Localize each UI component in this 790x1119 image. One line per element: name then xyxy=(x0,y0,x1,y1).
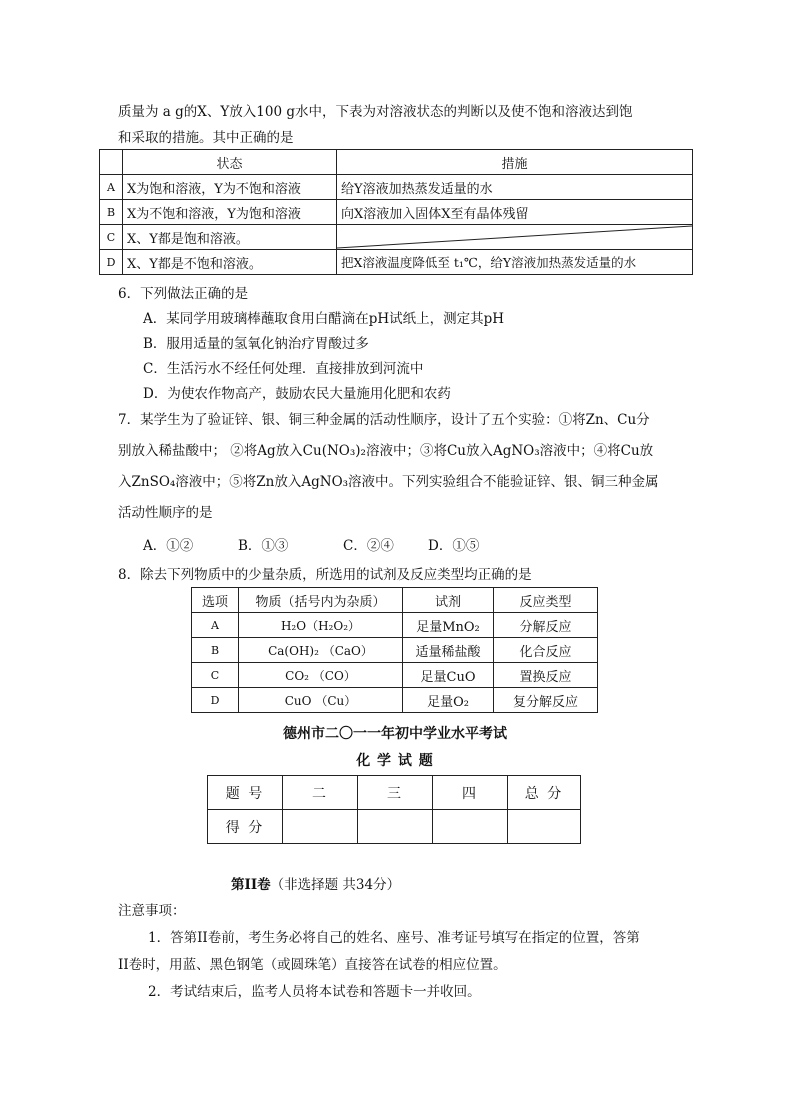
score-row-label: 得 分 xyxy=(208,810,283,844)
q7-option-b: B．①③ xyxy=(238,538,289,554)
note1-line2: II卷时，用蓝、黑色钢笔（或圆珠笔）直接答在试卷的相应位置。 xyxy=(118,957,507,973)
diagonal-line xyxy=(337,225,692,249)
score-cell[interactable] xyxy=(508,810,581,844)
part2-title-bold: 第II卷 xyxy=(231,877,271,893)
score-cell[interactable] xyxy=(433,810,508,844)
notes-label: 注意事项： xyxy=(118,903,186,919)
q7-option-a: A．①② xyxy=(143,538,194,554)
table-row xyxy=(100,225,693,250)
header-cell: 试剂 xyxy=(403,588,494,613)
reagent-cell: 足量MnO₂ xyxy=(403,613,494,638)
state-cell: X、Y都是不饱和溶液。 xyxy=(123,250,337,275)
state-cell: X为饱和溶液，Y为不饱和溶液 xyxy=(123,175,337,200)
score-header-cell: 总 分 xyxy=(508,776,581,810)
q7-option-d: D．①⑤ xyxy=(428,538,480,554)
q8-table xyxy=(191,587,598,713)
exam-subtitle: 化 学 试 题 xyxy=(356,753,434,769)
note2: 2．考试结束后，监考人员将本试卷和答题卡一并收回。 xyxy=(148,984,481,1000)
header-cell: 物质（括号内为杂质） xyxy=(239,588,403,613)
table-row xyxy=(192,638,598,663)
q7-option-c: C．②④ xyxy=(343,538,394,554)
reagent-cell: 足量CuO xyxy=(403,663,494,688)
table-row xyxy=(100,250,693,275)
substance-cell: CuO （Cu） xyxy=(239,688,403,713)
part2-title-rest: （非选择题 共34分） xyxy=(270,877,401,893)
option-cell: D xyxy=(192,688,239,713)
part2-title xyxy=(231,876,400,894)
q7-line2: 别放入稀盐酸中； ②将Ag放入Cu(NO₃)₂溶液中；③将Cu放入AgNO₃溶液中；④将Cu放 xyxy=(118,443,654,459)
q7-line3: 入ZnSO₄溶液中；⑤将Zn放入AgNO₃溶液中。下列实验组合不能验证锌、银、铜三种金属 xyxy=(118,474,659,490)
substance-cell: Ca(OH)₂ （CaO） xyxy=(239,638,403,663)
score-table xyxy=(207,775,581,844)
reaction-type-cell: 化合反应 xyxy=(494,638,598,663)
reaction-type-cell: 复分解反应 xyxy=(494,688,598,713)
exam-title: 德州市二〇一一年初中学业水平考试 xyxy=(283,726,507,742)
substance-cell: H₂O（H₂O₂） xyxy=(239,613,403,638)
q7-line4: 活动性顺序的是 xyxy=(118,505,213,521)
score-cell[interactable] xyxy=(283,810,358,844)
table-row xyxy=(192,688,598,713)
q6-option-c: C．生活污水不经任何处理．直接排放到河流中 xyxy=(143,361,424,377)
reaction-type-cell: 置换反应 xyxy=(494,663,598,688)
measure-cell-empty xyxy=(337,225,693,250)
table-row xyxy=(192,613,598,638)
q5-intro-line2: 和采取的措施。其中正确的是 xyxy=(118,130,294,146)
table-row xyxy=(100,200,693,225)
table-row xyxy=(192,588,598,613)
q6-option-b: B．服用适量的氢氧化钠治疗胃酸过多 xyxy=(143,336,369,352)
option-cell: B xyxy=(192,638,239,663)
score-header-cell: 四 xyxy=(433,776,508,810)
state-cell: X、Y都是饱和溶液。 xyxy=(123,225,337,250)
q5-intro-line1: 质量为 a g的X、Y放入100 g水中，下表为对溶液状态的判断以及使不饱和溶液达到饱 xyxy=(118,104,633,120)
table-row xyxy=(100,175,693,200)
measure-cell: 把X溶液温度降低至 t₁℃，给Y溶液加热蒸发适量的水 xyxy=(337,250,693,275)
measure-cell: 给Y溶液加热蒸发适量的水 xyxy=(337,175,693,200)
table-row xyxy=(100,150,693,175)
score-header-cell: 题 号 xyxy=(208,776,283,810)
reaction-type-cell: 分解反应 xyxy=(494,613,598,638)
q5-table xyxy=(99,149,693,275)
table-row xyxy=(208,810,581,844)
q6-stem: 6．下列做法正确的是 xyxy=(118,286,249,302)
score-cell[interactable] xyxy=(358,810,433,844)
score-header-cell: 三 xyxy=(358,776,433,810)
header-cell xyxy=(100,150,123,175)
option-cell: A xyxy=(192,613,239,638)
option-cell: C xyxy=(192,663,239,688)
header-cell: 措施 xyxy=(337,150,693,175)
option-cell: B xyxy=(100,200,123,225)
note1-line1: 1．答第II卷前，考生务必将自己的姓名、座号、准考证号填写在指定的位置，答第 xyxy=(148,930,640,946)
table-row xyxy=(208,776,581,810)
q7-line1: 7．某学生为了验证锌、银、铜三种金属的活动性顺序，设计了五个实验：①将Zn、Cu分 xyxy=(118,412,650,428)
state-cell: X为不饱和溶液，Y为饱和溶液 xyxy=(123,200,337,225)
reagent-cell: 足量O₂ xyxy=(403,688,494,713)
reagent-cell: 适量稀盐酸 xyxy=(403,638,494,663)
header-cell: 状态 xyxy=(123,150,337,175)
q8-stem: 8．除去下列物质中的少量杂质，所选用的试剂及反应类型均正确的是 xyxy=(118,567,532,583)
option-cell: C xyxy=(100,225,123,250)
score-header-cell: 二 xyxy=(283,776,358,810)
measure-cell: 向X溶液加入固体X至有晶体残留 xyxy=(337,200,693,225)
option-cell: A xyxy=(100,175,123,200)
header-cell: 选项 xyxy=(192,588,239,613)
q6-option-d: D．为使农作物高产，鼓励农民大量施用化肥和农药 xyxy=(143,386,451,402)
option-cell: D xyxy=(100,250,123,275)
table-row xyxy=(192,663,598,688)
substance-cell: CO₂ （CO） xyxy=(239,663,403,688)
header-cell: 反应类型 xyxy=(494,588,598,613)
q6-option-a: A．某同学用玻璃棒蘸取食用白醋滴在pH试纸上，测定其pH xyxy=(143,311,505,327)
